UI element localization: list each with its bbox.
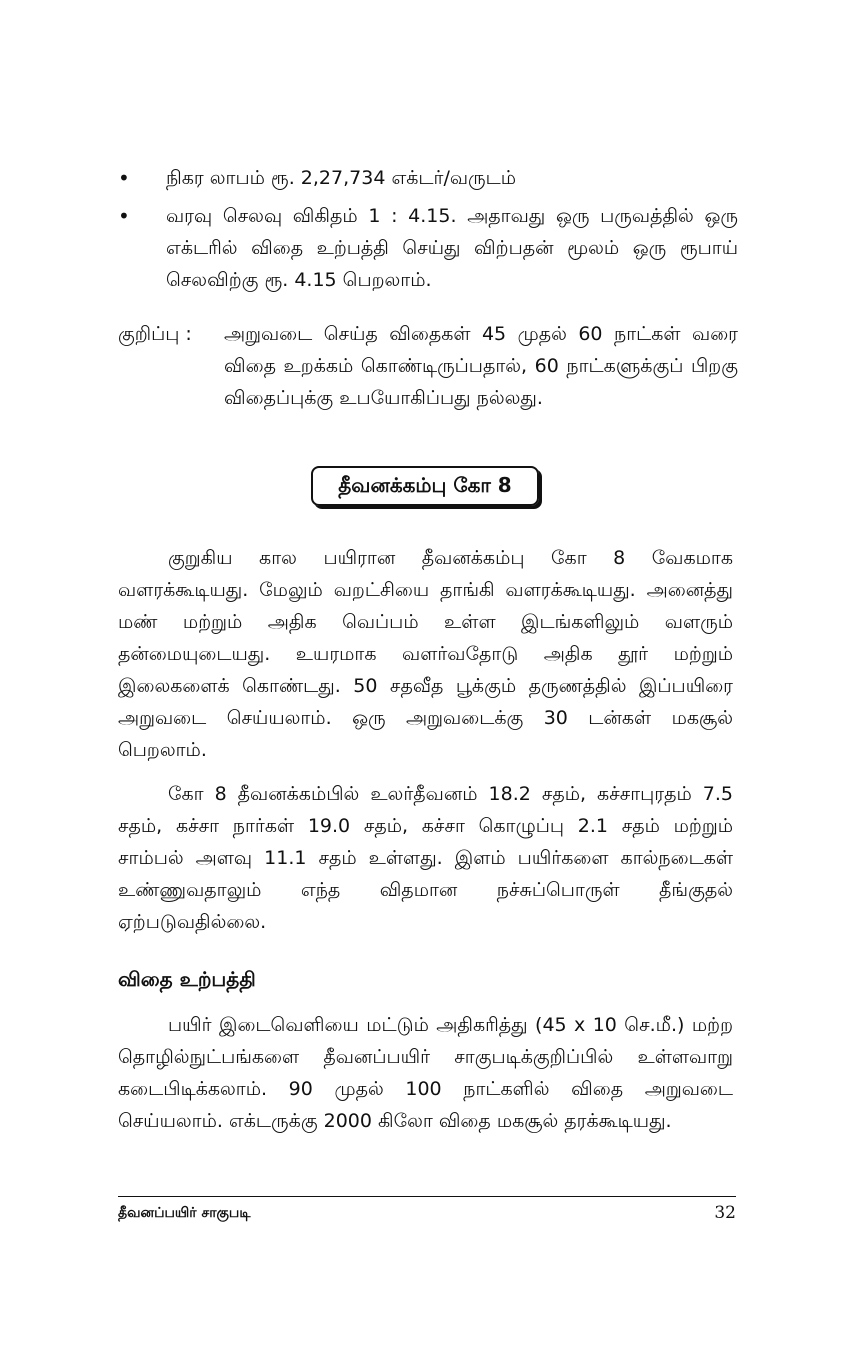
crop-heading: தீவனக்கம்பு கோ 8 [338, 472, 512, 497]
bullet-marker: • [118, 166, 130, 190]
note-label: குறிப்பு : [118, 323, 192, 345]
footer-divider [118, 1196, 736, 1197]
bullet-item [118, 200, 738, 296]
note-block [118, 318, 738, 414]
bullet-list [118, 162, 738, 302]
crop-heading-box [311, 466, 539, 506]
bullet-text: நிகர லாபம் ரூ. 2,27,734 எக்டர்/வருடம் [166, 167, 517, 189]
paragraph-nutrition: கோ 8 தீவனக்கம்பில் உலர்தீவனம் 18.2 சதம், கச்சாபுரதம் 7.5 சதம், கச்சா நார்கள் 19.0 சதம், கச்சா கொழுப்பு 2.1 சதம் மற்றும் சாம்பல் அளவு 11.1 சதம் உள்ளது. இளம் பயிர்களை கால்நடைகள் உண்ணுவதாலும் எந்த விதமான நச்சுப்பொருள் தீங்குதல் ஏற்படுவதில்லை. [118, 783, 733, 933]
paragraph-seed-production: பயிர் இடைவெளியை மட்டும் அதிகரித்து (45 x 10 செ.மீ.) மற்ற தொழில்நுட்பங்களை தீவனப்பயிர் சாகுபடிக்குறிப்பில் உள்ளவாறு கடைபிடிக்கலாம். 90 முதல் 100 நாட்களில் விதை அறுவடை செய்யலாம். எக்டருக்கு 2000 கிலோ விதை மகசூல் தரக்கூடியது. [118, 1014, 733, 1132]
bullet-item [118, 162, 738, 194]
note-text: அறுவடை செய்த விதைகள் 45 முதல் 60 நாட்கள் வரை விதை உறக்கம் கொண்டிருப்பதால், 60 நாட்களுக்குப் பிறகு விதைப்புக்கு உபயோகிப்பது நல்லது. [224, 323, 738, 409]
paragraph-intro: குறுகிய கால பயிரான தீவனக்கம்பு கோ 8 வேகமாக வளரக்கூடியது. மேலும் வறட்சியை தாங்கி வளரக்கூடியது. அனைத்து மண் மற்றும் அதிக வெப்பம் உள்ள இடங்களிலும் வளரும் தன்மையுடையது. உயரமாக வளர்வதோடு அதிக தூர் மற்றும் இலைகளைக் கொண்டது. 50 சதவீத பூக்கும் தருணத்தில் இப்பயிரை அறுவடை செய்யலாம். ஒரு அறுவடைக்கு 30 டன்கள் மகசூல் பெறலாம். [118, 547, 733, 761]
section-title: விதை உற்பத்தி [118, 967, 256, 991]
bullet-text: வரவு செலவு விகிதம் 1 : 4.15. அதாவது ஒரு பருவத்தில் ஒரு எக்டரில் விதை உற்பத்தி செய்து விற்பதன் மூலம் ஒரு ரூபாய் செலவிற்கு ரூ. 4.15 பெறலாம். [166, 205, 738, 291]
page-number: 32 [714, 1203, 736, 1223]
bullet-marker: • [118, 204, 130, 228]
footer-book-title: தீவனப்பயிர் சாகுபடி [118, 1205, 251, 1221]
